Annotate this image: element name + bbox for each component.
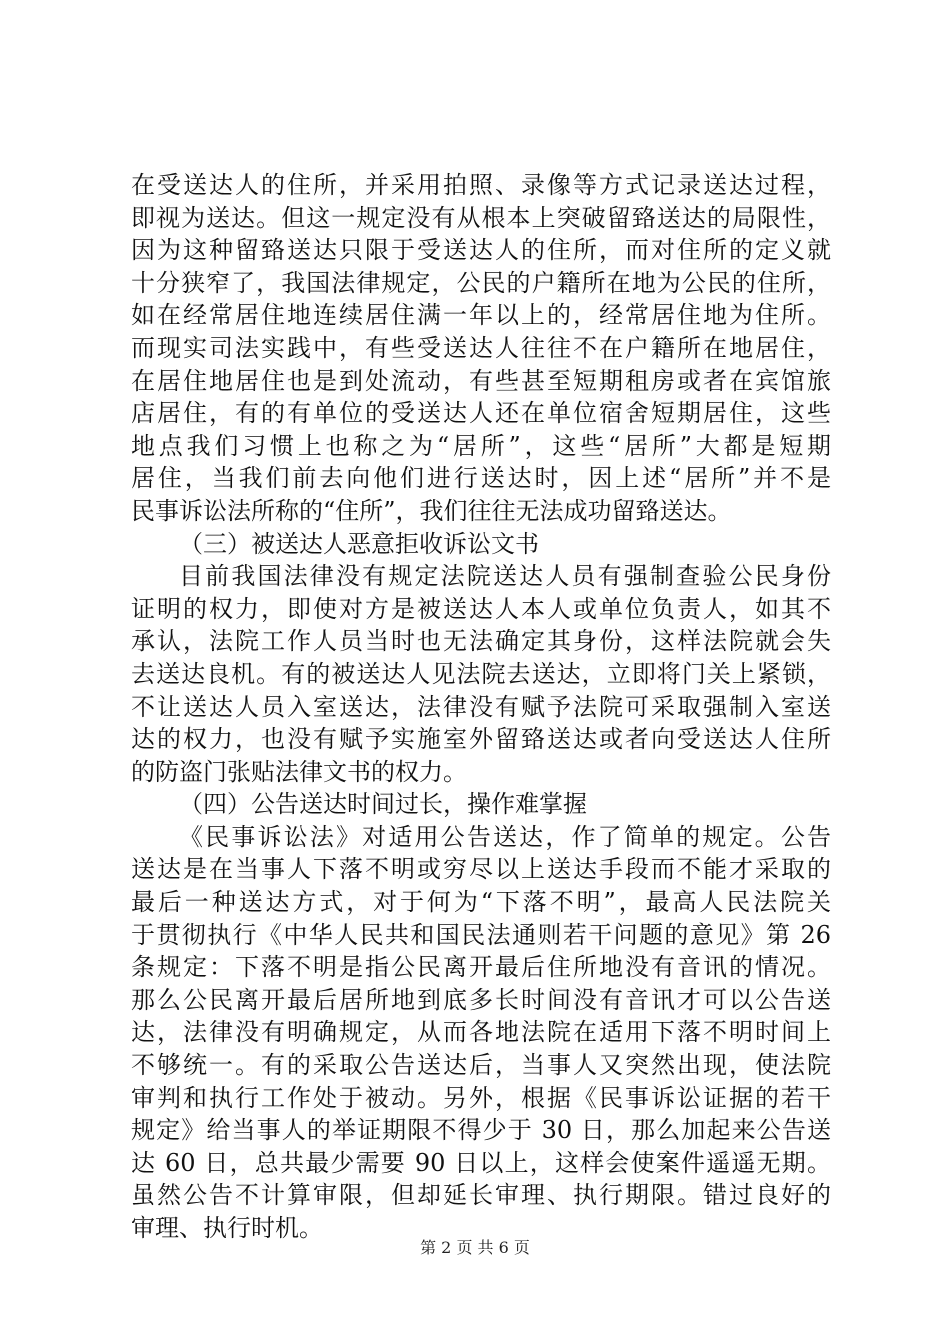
text-line: 因为这种留臵送达只限于受送达人的住所，而对住所的定义就 [131,236,831,265]
text-line: 目前我国法律没有规定法院送达人员有强制查验公民身份 [179,562,831,591]
text-line: 条规定：下落不明是指公民离开最后住所地没有音讯的情况。 [131,953,831,982]
text-line: 证明的权力，即使对方是被送达人本人或单位负责人，如其不 [131,594,831,623]
text-line: 审判和执行工作处于被动。另外，根据《民事诉讼证据的若干 [131,1083,831,1112]
section-heading-4: （四）公告送达时间过长，操作难掌握 [179,790,587,819]
text-line: 送达是在当事人下落不明或穷尽以上送达手段而不能才采取的 [131,855,831,884]
text-line: 承认，法院工作人员当时也无法确定其身份，这样法院就会失 [131,627,831,656]
text-line: 的防盗门张贴法律文书的权力。 [131,757,467,786]
body-text [131,169,831,1245]
text-line: 于贯彻执行《中华人民共和国民法通则若干问题的意见》第 26 [131,920,831,949]
text-line: 在居住地居住也是到处流动，有些甚至短期租房或者在宾馆旅 [131,366,831,395]
text-line: 最后一种送达方式，对于何为“下落不明”，最高人民法院关 [131,888,831,917]
text-line: 不够统一。有的采取公告送达后，当事人又突然出现，使法院 [131,1051,831,1080]
text-line: 那么公民离开最后居所地到底多长时间没有音讯才可以公告送 [131,985,831,1014]
text-line: 虽然公告不计算审限，但却延长审理、执行期限。错过良好的 [131,1181,831,1210]
text-line: 在受送达人的住所，并采用拍照、录像等方式记录送达过程， [131,171,831,199]
text-line: 如在经常居住地连续居住满一年以上的，经常居住地为住所。 [131,301,831,330]
text-line: 不让送达人员入室送达，法律没有赋予法院可采取强制入室送 [131,692,831,721]
text-line: 店居住，有的有单位的受送达人还在单位宿舍短期居住，这些 [131,399,831,428]
text-line: 达，法律没有明确规定，从而各地法院在适用下落不明时间上 [131,1018,831,1047]
text-line: 《民事诉讼法》对适用公告送达，作了简单的规定。公告 [179,822,831,851]
text-line: 规定》给当事人的举证期限不得少于 30 日，那么加起来公告送 [131,1116,831,1145]
text-line: 地点我们习惯上也称之为“居所”，这些“居所”大都是短期 [131,431,831,460]
text-line: 十分狭窄了，我国法律规定，公民的户籍所在地为公民的住所， [131,268,831,297]
text-line: 民事诉讼法所称的“住所”，我们往往无法成功留臵送达。 [131,496,732,525]
section-heading-3: （三）被送达人恶意拒收诉讼文书 [179,529,539,558]
text-line: 去送达良机。有的被送达人见法院去送达，立即将门关上紧锁， [131,659,831,688]
text-line: 达的权力，也没有赋予实施室外留臵送达或者向受送达人住所 [131,725,831,754]
page-number-footer: 第 2 页 共 6 页 [420,1238,530,1257]
text-line: 达 60 日，总共最少需要 90 日以上，这样会使案件遥遥无期。 [131,1148,831,1177]
text-line: 审理、执行时机。 [131,1214,323,1242]
text-line: 而现实司法实践中，有些受送达人往往不在户籍所在地居住， [131,333,831,362]
text-line: 即视为送达。但这一规定没有从根本上突破留臵送达的局限性， [131,203,831,232]
text-line: 居住，当我们前去向他们进行送达时，因上述“居所”并不是 [131,464,831,493]
